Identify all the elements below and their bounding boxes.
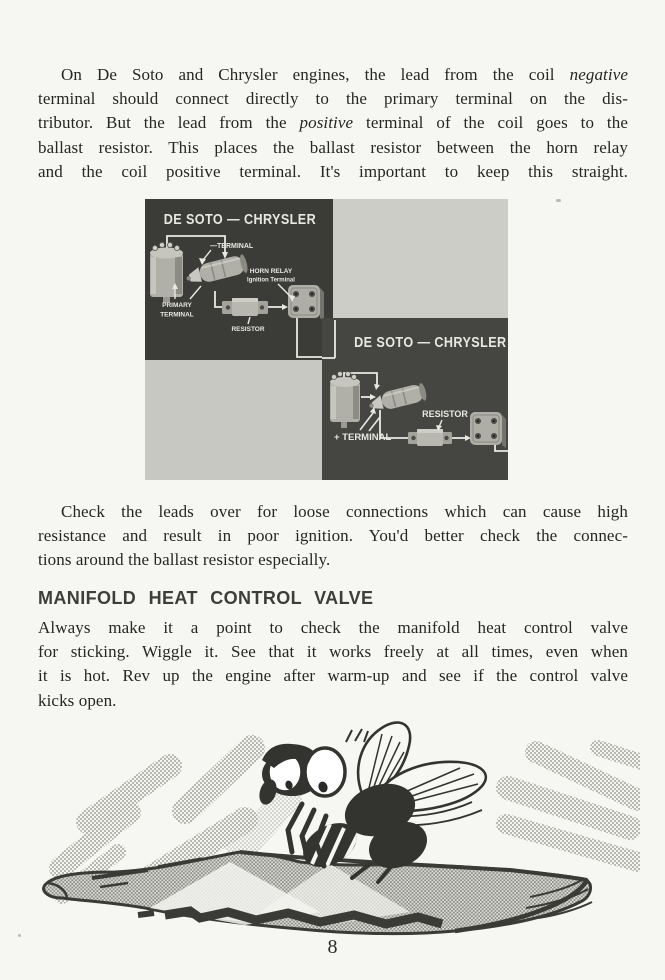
text-segment: kicks open.	[38, 690, 117, 710]
text-line	[38, 500, 628, 524]
scan-speck	[18, 934, 21, 937]
resistor-illustration	[222, 298, 268, 316]
figure-blank-bottom-left	[145, 360, 322, 480]
text-line	[38, 548, 628, 572]
text-segment: it is hot. Rev up the engine after warm-up and see if the control valve	[38, 666, 628, 686]
resistor-illustration	[408, 429, 452, 446]
text-segment: and the coil positive terminal. It's important to keep this straight.	[38, 161, 628, 181]
label-resistor: RESISTOR	[231, 326, 265, 333]
wiring-figure	[145, 199, 508, 480]
panel1-title: DE SOTO — CHRYSLER	[163, 209, 317, 228]
coil-illustration	[184, 254, 249, 287]
panel-overlap-outline	[322, 320, 335, 358]
text-line	[38, 136, 628, 160]
distributor-illustration	[150, 242, 183, 303]
italic-text: negative	[569, 65, 628, 84]
figure-blank-top-right	[333, 199, 508, 318]
wire-relay-exit	[495, 445, 508, 451]
text-line	[38, 524, 628, 548]
wiring-diagram-positive-terminal	[322, 318, 508, 480]
text-line	[38, 640, 628, 664]
section-heading: MANIFOLD HEAT CONTROL VALVE	[38, 588, 374, 608]
paragraph-manifold-valve	[38, 616, 628, 713]
text-line	[38, 87, 628, 111]
wiring-diagram-negative-terminal	[145, 199, 333, 360]
motion-dashes	[346, 729, 368, 742]
paragraph-coil-wiring	[38, 63, 628, 184]
text-line	[38, 664, 628, 688]
distributor-illustration	[330, 372, 360, 429]
text-segment: Check the leads over for loose connections which can cause high	[61, 502, 628, 521]
text-segment: terminal should connect directly to the primary terminal on the dis-	[38, 89, 628, 109]
diagram-panel-desoto-chrysler-2	[322, 318, 508, 480]
panel2-title: DE SOTO — CHRYSLER	[354, 332, 507, 351]
label-primary-terminal-line2: TERMINAL	[160, 311, 194, 319]
italic-text: positive	[299, 113, 354, 133]
wire-coil-to-resistor	[215, 291, 222, 307]
text-segment: for sticking. Wiggle it. See that it works freely at all times, even when	[38, 642, 628, 662]
diagram-panel-desoto-chrysler-1	[145, 199, 333, 360]
text-segment: tions around the ballast resistor especially.	[38, 550, 331, 570]
scan-speck	[556, 199, 561, 202]
label-positive-terminal: + TERMINAL	[334, 432, 392, 443]
label-horn-relay-line1: HORN RELAY	[249, 268, 293, 275]
label-resistor: RESISTOR	[422, 409, 468, 419]
label-negative-terminal: —TERMINAL	[210, 243, 254, 250]
text-segment: resistance and result in poor ignition. You'd better check the connec-	[38, 526, 628, 546]
text-segment: terminal of the coil goes to the	[353, 113, 628, 133]
relay-illustration	[470, 412, 506, 448]
arrowhead	[222, 252, 228, 259]
label-horn-relay-line2: Ignition Terminal	[247, 277, 295, 284]
text-line	[38, 160, 628, 184]
text-segment: Always make it a point to check the manifold heat control valve	[38, 618, 628, 637]
text-line	[38, 616, 628, 640]
arrowhead	[370, 394, 376, 400]
fly-on-flypaper-illustration	[30, 712, 640, 950]
paragraph-check-leads	[38, 500, 628, 573]
text-line	[38, 689, 628, 713]
page-number: 8	[327, 936, 338, 958]
text-line	[38, 111, 628, 135]
arrowhead	[374, 384, 380, 390]
text-line	[38, 63, 628, 87]
arrowhead	[282, 304, 288, 310]
text-segment: tributor. But the lead from the	[38, 113, 300, 133]
text-segment: ballast resistor. This places the ballast resistor between the horn relay	[38, 137, 628, 157]
horn-relay-illustration	[288, 285, 324, 321]
label-primary-terminal-line1: PRIMARY	[162, 302, 192, 309]
text-segment: On De Soto and Chrysler engines, the lead from the coil	[61, 65, 570, 84]
